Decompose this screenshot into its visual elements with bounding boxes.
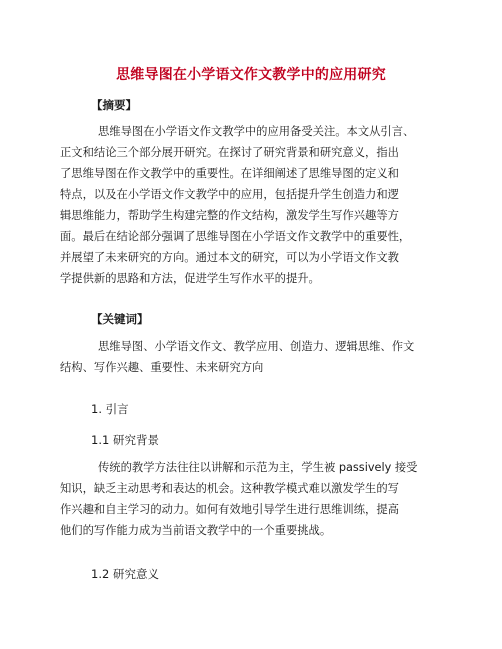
background-line: 作兴趣和自主学习的动力。如何有效地引导学生进行思维训练，提高 [60,503,399,516]
document-title: 思维导图在小学语文作文教学中的应用研究 [116,67,386,83]
abstract-line: 特点，以及在小学语文作文教学中的应用，包括提升学生创造力和逻 [60,188,399,201]
keywords-paragraph [60,336,450,378]
section-heading-introduction: 1. 引言 [91,402,129,416]
abstract-line: 正文和结论三个部分展开研究。在探讨了研究背景和研究意义，指出 [60,146,399,159]
background-line: 传统的教学方法往往以讲解和示范为主，学生被 passively 接受 [98,461,418,474]
abstract-line: 面。最后在结论部分强调了思维导图在小学语文作文教学中的重要性， [60,230,411,243]
background-paragraph [60,457,450,541]
section-heading-significance: 1.2 研究意义 [91,567,159,581]
background-line: 他们的写作能力成为当前语文教学中的一个重要挑战。 [60,524,332,537]
abstract-line: 学提供新的思路和方法，促进学生写作水平的提升。 [60,272,320,285]
abstract-label: 【摘要】 [91,98,137,112]
abstract-paragraph [60,121,450,289]
keywords-label: 【关键词】 [91,312,149,326]
keywords-line: 思维导图、小学语文作文、教学应用、创造力、逻辑思维、作文 [98,340,415,353]
keywords-line: 结构、写作兴趣、重要性、未来研究方向 [60,361,264,374]
abstract-line: 思维导图在小学语文作文教学中的应用备受关注。本文从引言、 [98,125,415,138]
section-heading-background: 1.1 研究背景 [91,433,159,447]
background-line: 知识，缺乏主动思考和表达的机会。这种教学模式难以激发学生的写 [60,482,399,495]
abstract-line: 并展望了未来研究的方向。通过本文的研究，可以为小学语文作文教 [60,251,399,264]
abstract-line: 辑思维能力，帮助学生构建完整的作文结构，激发学生写作兴趣等方 [60,209,399,222]
abstract-line: 了思维导图在作文教学中的重要性。在详细阐述了思维导图的定义和 [60,167,399,180]
